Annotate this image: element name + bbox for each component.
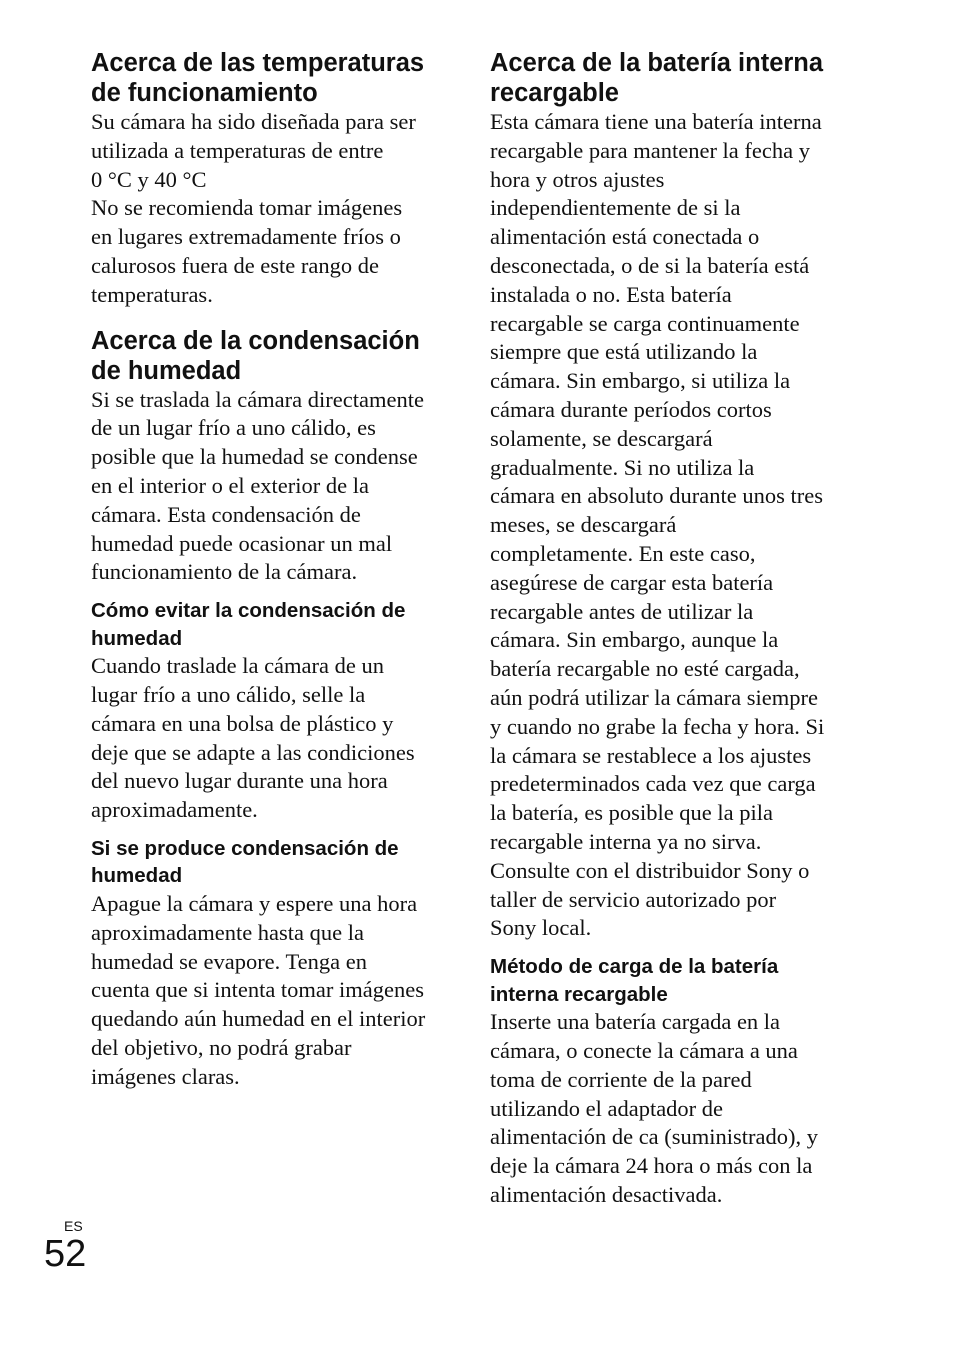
internal-battery-paragraph: Esta cámara tiene una batería interna recargable para mantener la fecha y hora y otros ajustes independientemente de si la alimentación está conectada o desconectada, o de si la batería está instalada o no. Esta batería recargable se carga continuamente siempre que está utilizando la cámara. Sin embargo, si utiliza la cámara durante períodos cortos solamente, se descargará gradualmente. Si no utiliza la cámara en absoluto durante unos tres meses, se descargará completamente. En este caso, asegúrese de cargar esta batería recargable antes de utilizar la cámara. Sin embargo, aunque la batería recargable no esté cargada, aún podrá utilizar la cámara siempre y cuando no grabe la fecha y hora. Si la cámara se restablece a los ajustes predeterminados cada vez que carga la batería, es posible que la pila recargable interna ya no sirva. Consulte con el distribuidor Sony o taller de servicio autorizado por Sony local. [490,109,825,941]
condensation-paragraph: Si se traslada la cámara directamente de un lugar frío a uno cálido, es posible que la humedad se condense en el interior o el exterior de la cámara. Esta condensación de humedad puede ocasionar un mal funcionamiento de la cámara. [91,386,424,585]
temperature-paragraph: Su cámara ha sido diseñada para ser utilizada a temperaturas de entre 0 °C y 40 °C No se recomienda tomar imágenes en lugares extremadamente fríos o calurosos fuera de este rango de temperaturas. [91,109,416,307]
condensation-occurs-subheading: Si se produce condensación de humedad [91,836,399,888]
condensation-occurs-paragraph: Apague la cámara y espere una hora aproximadamente hasta que la humedad se evapore. Tenga en cuenta que si intenta tomar imágenes quedando aún humedad en el interior del objetivo, no podrá grabar imágenes claras. [91,890,426,1089]
right-column [490,48,845,1210]
internal-battery-heading: Acerca de la batería interna recargable [490,49,824,107]
temperature-heading: Acerca de las temperaturas de funcionamiento [91,49,425,107]
charging-method-paragraph: Inserte una batería cargada en la cámara, o conecte la cámara a una toma de corriente de la pared utilizando el adaptador de alimentación de ca (suministrado), y deje la cámara 24 hora o más con la alimentación desactivada. [490,1009,819,1207]
page-number: 52 [44,1233,87,1275]
charging-method-subheading: Método de carga de la batería interna recargable [490,955,779,1006]
avoid-condensation-subheading: Cómo evitar la condensación de humedad [91,599,406,650]
left-column [91,48,446,1092]
avoid-condensation-paragraph: Cuando traslade la cámara de un lugar frío a uno cálido, selle la cámara en una bolsa de plástico y deje que se adapte a las condiciones del nuevo lugar durante una hora aproximadamente. [91,653,415,823]
condensation-heading: Acerca de la condensación de humedad [91,326,420,385]
page-language-label: ES [64,1218,83,1234]
